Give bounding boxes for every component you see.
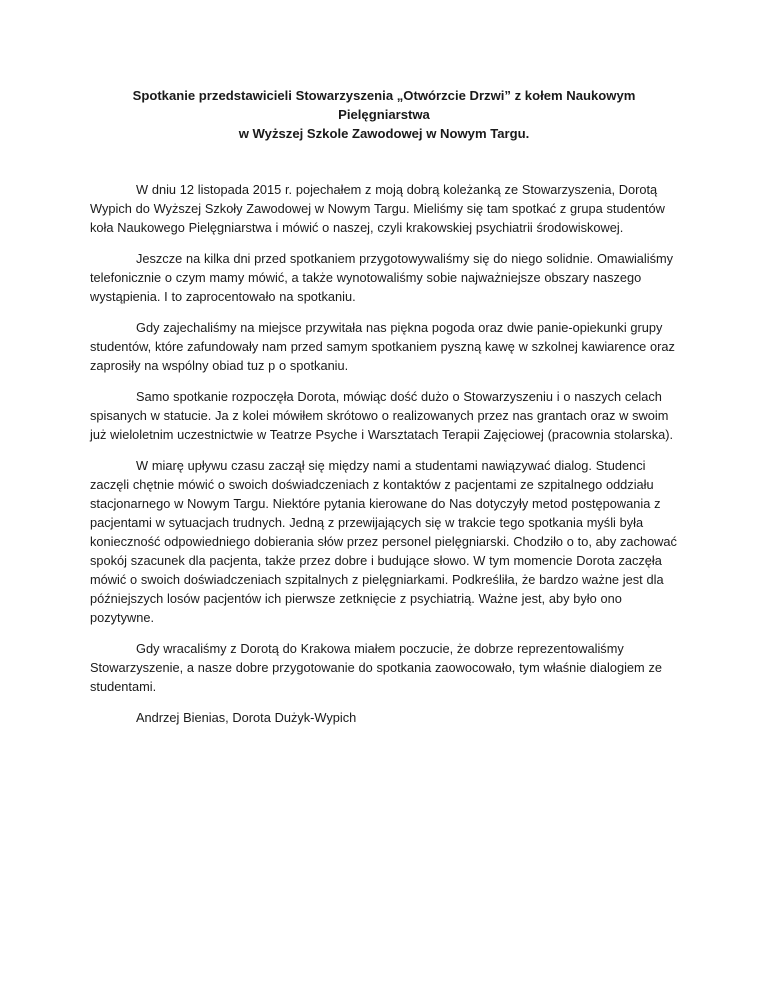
signature: Andrzej Bienias, Dorota Dużyk-Wypich (136, 710, 357, 725)
document-body (90, 180, 678, 739)
paragraph-1: W dniu 12 listopada 2015 r. pojechałem z moją dobrą koleżanką ze Stowarzyszenia, Dorotą Wypich do Wyższej Szkoły Zawodowej w Nowym Targu. Mieliśmy się tam spotkać z grupa studentów koła Naukowego Pielęgniarstwa i mówić o naszej, czyli krakowskiej psychiatrii środowiskowej. (90, 182, 665, 235)
document-page (90, 0, 678, 994)
paragraph-3: Gdy zajechaliśmy na miejsce przywitała nas piękna pogoda oraz dwie panie-opiekunki grupy studentów, które zafundowały nam przed samym spotkaniem pyszną kawę w szkolnej kawiarence oraz zaprosiły na wspólny obiad tuz p o spotkaniu. (90, 320, 675, 373)
title-line-1: Spotkanie przedstawicieli Stowarzyszenia „Otwórzcie Drzwi” z kołem Naukowym Pielęgniarstwa (132, 88, 636, 122)
paragraph-5: W miarę upływu czasu zaczął się między nami a studentami nawiązywać dialog. Studenci zaczęli chętnie mówić o swoich doświadczeniach z kontaktów z pacjentami ze szpitalnego oddziału stacjonarnego w Nowym Targu. Niektóre pytania kierowane do Nas dotyczyły metod postępowania z pacjentami w sytuacjach trudnych. Jedną z przewijających się w trakcie tego spotkania myśli była konieczność odpowiedniego dobierania słów przez personel pielęgniarski. Chodziło o to, aby zachować spokój szacunek dla pacjenta, także przez dobre i budujące słowo. W tym momencie Dorota zaczęła mówić o swoich doświadczeniach szpitalnych z pielęgniarkami. Podkreśliła, że bardzo ważne jest dla późniejszych losów pacjentów ich pierwsze zetknięcie z psychiatrią. Ważne jest, aby było ono pozytywne. (90, 458, 677, 625)
paragraph-2: Jeszcze na kilka dni przed spotkaniem przygotowywaliśmy się do niego solidnie. Omawialiśmy telefonicznie o czym mamy mówić, a także wynotowaliśmy sobie najważniejsze obszary naszego wystąpienia. I to zaprocentowało na spotkaniu. (90, 251, 674, 304)
paragraph-6: Gdy wracaliśmy z Dorotą do Krakowa miałem poczucie, że dobrze reprezentowaliśmy Stowarzyszenie, a nasze dobre przygotowanie do spotkania zaowocowało, tym właśnie dialogiem ze studentami. (90, 641, 662, 694)
title-line-2: w Wyższej Szkole Zawodowej w Nowym Targu. (238, 126, 530, 141)
paragraph-4: Samo spotkanie rozpoczęła Dorota, mówiąc dość dużo o Stowarzyszeniu i o naszych celach spisanych w statucie. Ja z kolei mówiłem skrótowo o realizowanych przez nas grantach oraz w swoim już wieloletnim uczestnictwie w Teatrze Psyche i Warsztatach Terapii Zajęciowej (pracownia stolarska). (90, 389, 674, 442)
document-title (90, 86, 678, 143)
